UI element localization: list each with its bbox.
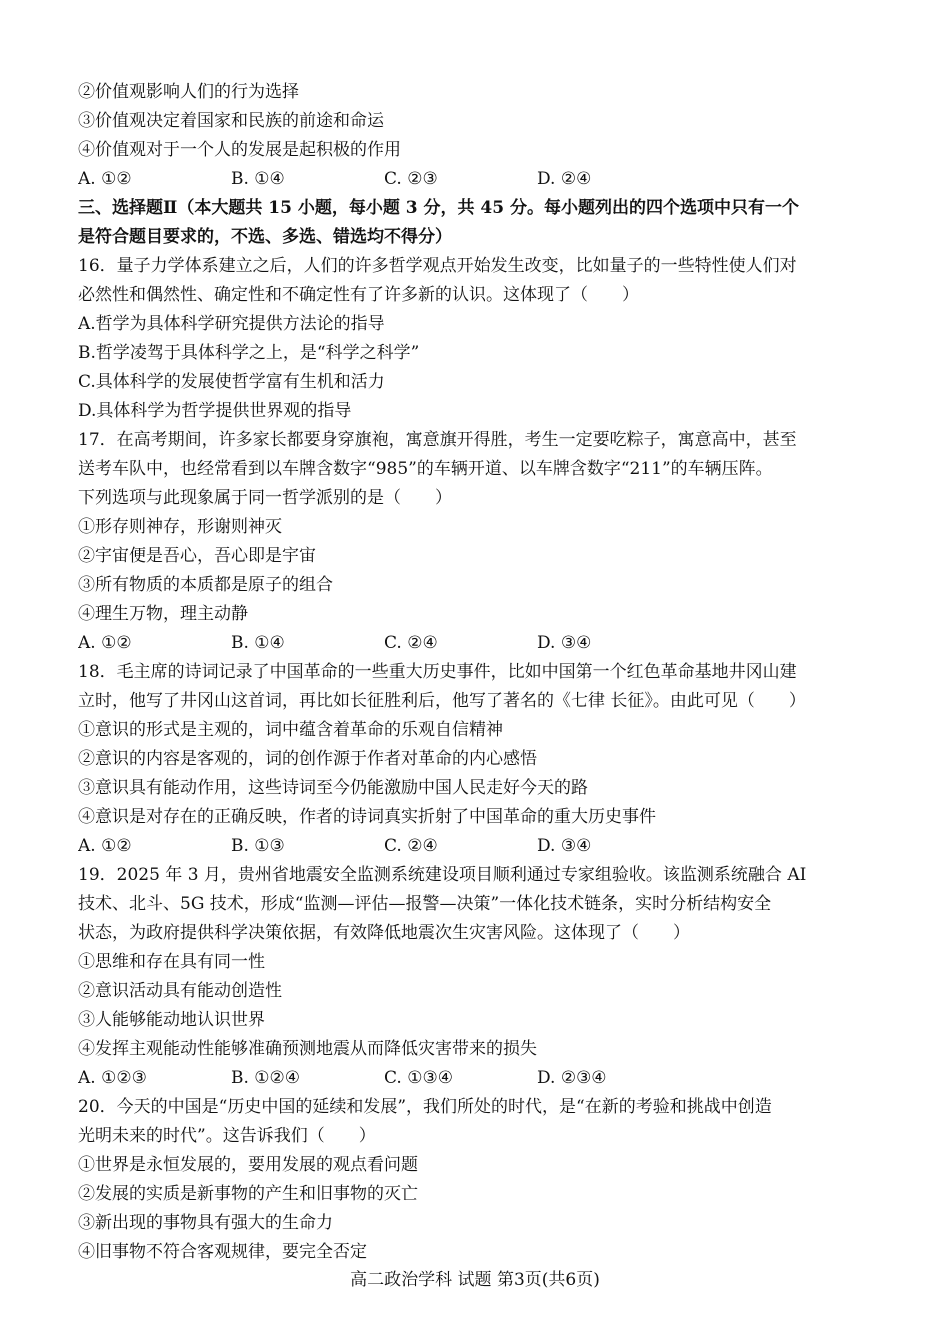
answer-option: D. ②③④ xyxy=(537,1068,607,1088)
text-line: 下列选项与此现象属于同一哲学派别的是（ ） xyxy=(78,488,452,508)
answer-option: D. ③④ xyxy=(537,633,592,653)
answer-options xyxy=(78,165,878,194)
text-line: 技术、北斗、5G 技术，形成“监测—评估—报警—决策”一体化技术链条，实时分析结构安全 xyxy=(78,894,772,914)
answer-options xyxy=(78,832,878,861)
text-line: ②意识活动具有能动创造性 xyxy=(78,981,282,1001)
answer-option: D. ③④ xyxy=(537,836,592,856)
text-line: 19．2025 年 3 月，贵州省地震安全监测系统建设项目顺利通过专家组验收。该监测系统融合 AI xyxy=(78,865,807,885)
answer-option: C. ①③④ xyxy=(384,1068,453,1088)
text-line: 20．今天的中国是“历史中国的延续和发展”，我们所处的时代，是“在新的考验和挑战中创造 xyxy=(78,1097,772,1117)
answer-option: A. ①② xyxy=(78,169,132,189)
text-line: C.具体科学的发展使哲学富有生机和活力 xyxy=(78,372,385,392)
text-line: 状态，为政府提供科学决策依据，有效降低地震次生灾害风险。这体现了（ ） xyxy=(78,923,690,943)
answer-option: A. ①② xyxy=(78,633,132,653)
answer-options xyxy=(78,629,878,658)
answer-option: B. ①④ xyxy=(231,633,285,653)
text-line: ④旧事物不符合客观规律，要完全否定 xyxy=(78,1242,367,1262)
page-content xyxy=(78,78,878,1267)
text-line: ④意识是对存在的正确反映，作者的诗词真实折射了中国革命的重大历史事件 xyxy=(78,807,656,827)
text-line: B.哲学凌驾于具体科学之上，是“科学之科学” xyxy=(78,343,420,363)
answer-option: C. ②④ xyxy=(384,836,438,856)
text-line: ②发展的实质是新事物的产生和旧事物的灭亡 xyxy=(78,1184,418,1204)
answer-option: C. ②③ xyxy=(384,169,438,189)
text-line: A.哲学为具体科学研究提供方法论的指导 xyxy=(78,314,385,334)
answer-option: B. ①④ xyxy=(231,169,285,189)
text-line: ③所有物质的本质都是原子的组合 xyxy=(78,575,333,595)
text-line: ③人能够能动地认识世界 xyxy=(78,1010,265,1030)
text-line: ①形存则神存，形谢则神灭 xyxy=(78,517,282,537)
text-line: ②宇宙便是吾心，吾心即是宇宙 xyxy=(78,546,316,566)
text-line: 必然性和偶然性、确定性和不确定性有了许多新的认识。这体现了（ ） xyxy=(78,285,639,305)
text-line: ①世界是永恒发展的，要用发展的观点看问题 xyxy=(78,1155,418,1175)
text-line: ①思维和存在具有同一性 xyxy=(78,952,265,972)
text-line: ③新出现的事物具有强大的生命力 xyxy=(78,1213,333,1233)
text-line: 光明未来的时代”。这告诉我们（ ） xyxy=(78,1126,376,1146)
text-line: 17．在高考期间，许多家长都要身穿旗袍，寓意旗开得胜，考生一定要吃粽子，寓意高中，甚至 xyxy=(78,430,797,450)
text-line: D.具体科学为哲学提供世界观的指导 xyxy=(78,401,352,421)
text-line: ④价值观对于一个人的发展是起积极的作用 xyxy=(78,140,401,160)
section-heading-line: 是符合题目要求的，不选、多选、错选均不得分） xyxy=(78,227,452,247)
text-line: ②意识的内容是客观的，词的创作源于作者对革命的内心感悟 xyxy=(78,749,537,769)
section-heading-line: 三、选择题Ⅱ（本大题共 15 小题，每小题 3 分，共 45 分。每小题列出的四个选项中只有一个 xyxy=(78,198,799,218)
text-line: ③价值观决定着国家和民族的前途和命运 xyxy=(78,111,384,131)
answer-option: A. ①②③ xyxy=(78,1068,147,1088)
answer-option: B. ①③ xyxy=(231,836,285,856)
answer-option: A. ①② xyxy=(78,836,132,856)
text-line: 18．毛主席的诗词记录了中国革命的一些重大历史事件，比如中国第一个红色革命基地井冈山建 xyxy=(78,662,797,682)
answer-option: C. ②④ xyxy=(384,633,438,653)
text-line: 送考车队中，也经常看到以车牌含数字“985”的车辆开道、以车牌含数字“211”的车辆压阵。 xyxy=(78,459,773,479)
page-footer: 高二政治学科 试题 第3页(共6页) xyxy=(350,1270,600,1290)
answer-option: B. ①②④ xyxy=(231,1068,301,1088)
answer-option: D. ②④ xyxy=(537,169,592,189)
text-line: ②价值观影响人们的行为选择 xyxy=(78,82,299,102)
answer-options xyxy=(78,1064,878,1093)
text-line: ③意识具有能动作用，这些诗词至今仍能激励中国人民走好今天的路 xyxy=(78,778,588,798)
text-line: 16．量子力学体系建立之后，人们的许多哲学观点开始发生改变，比如量子的一些特性使人们对 xyxy=(78,256,797,276)
text-line: ④发挥主观能动性能够准确预测地震从而降低灾害带来的损失 xyxy=(78,1039,537,1059)
text-line: ①意识的形式是主观的，词中蕴含着革命的乐观自信精神 xyxy=(78,720,503,740)
text-line: 立时，他写了井冈山这首词，再比如长征胜利后，他写了著名的《七律 长征》。由此可见（ ） xyxy=(78,691,806,711)
text-line: ④理生万物，理主动静 xyxy=(78,604,248,624)
